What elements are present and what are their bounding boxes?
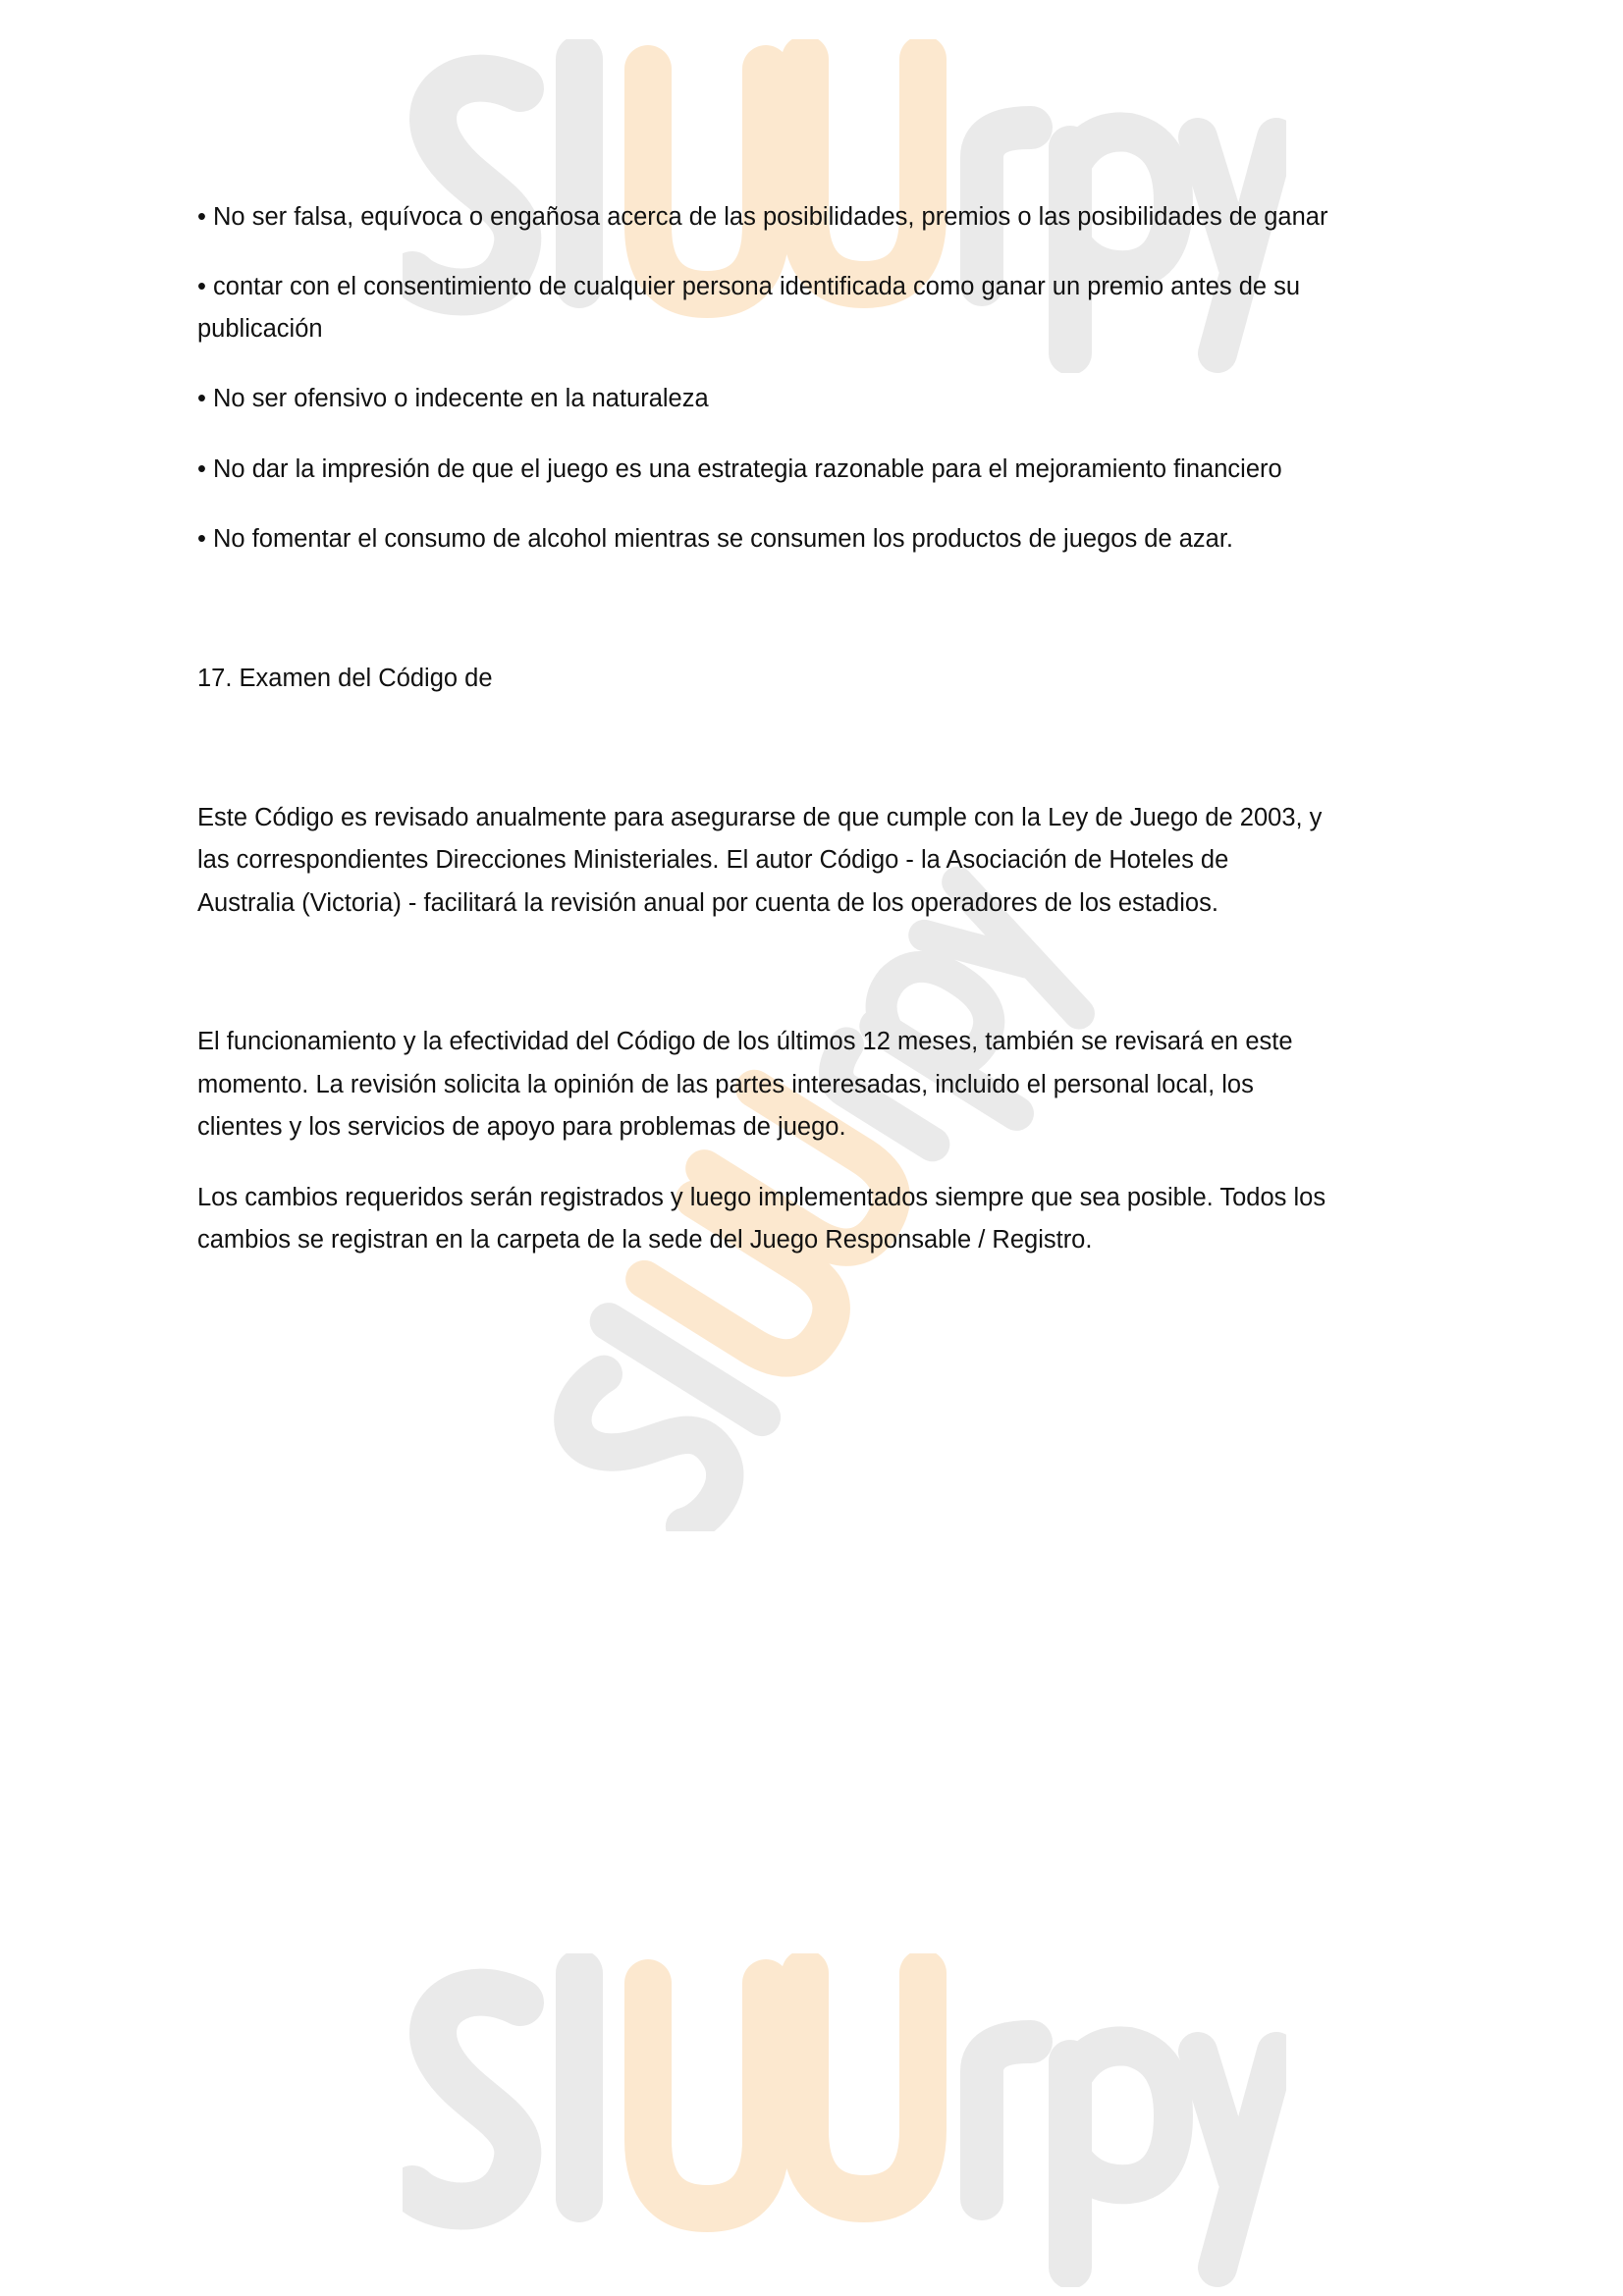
bullet-item-continued: publicación [197, 315, 323, 343]
paragraph-line: momento. La revisión solicita la opinión de las partes interesadas, incluido el personal local, los [197, 1071, 1254, 1098]
bullet-item: • No dar la impresión de que el juego es una estrategia razonable para el mejoramiento financiero [197, 455, 1282, 483]
paragraph-line: clientes y los servicios de apoyo para problemas de juego. [197, 1113, 846, 1141]
paragraph-line: El funcionamiento y la efectividad del Código de los últimos 12 meses, también se revisará en este [197, 1028, 1293, 1055]
paragraph-line: Este Código es revisado anualmente para asegurarse de que cumple con la Ley de Juego de 2003, y [197, 804, 1323, 831]
paragraph-line: Australia (Victoria) - facilitará la revisión anual por cuenta de los operadores de los estadios. [197, 889, 1218, 917]
bullet-item: • contar con el consentimiento de cualquier persona identificada como ganar un premio antes de su [197, 273, 1301, 300]
paragraph-line: las correspondientes Direcciones Ministeriales. El autor Código - la Asociación de Hoteles de [197, 846, 1229, 874]
sluurpy-watermark-logo-bottom [403, 1953, 1286, 2287]
bullet-item: • No ser falsa, equívoca o engañosa acerca de las posibilidades, premios o las posibilidades de ganar [197, 203, 1328, 231]
section-heading: 17. Examen del Código de [197, 665, 493, 692]
paragraph-line: Los cambios requeridos serán registrados y luego implementados siempre que sea posible. Todos los [197, 1184, 1326, 1211]
bullet-item: • No ser ofensivo o indecente en la naturaleza [197, 385, 709, 412]
paragraph-line: cambios se registran en la carpeta de la sede del Juego Responsable / Registro. [197, 1226, 1093, 1254]
bullet-item: • No fomentar el consumo de alcohol mientras se consumen los productos de juegos de azar. [197, 525, 1234, 553]
